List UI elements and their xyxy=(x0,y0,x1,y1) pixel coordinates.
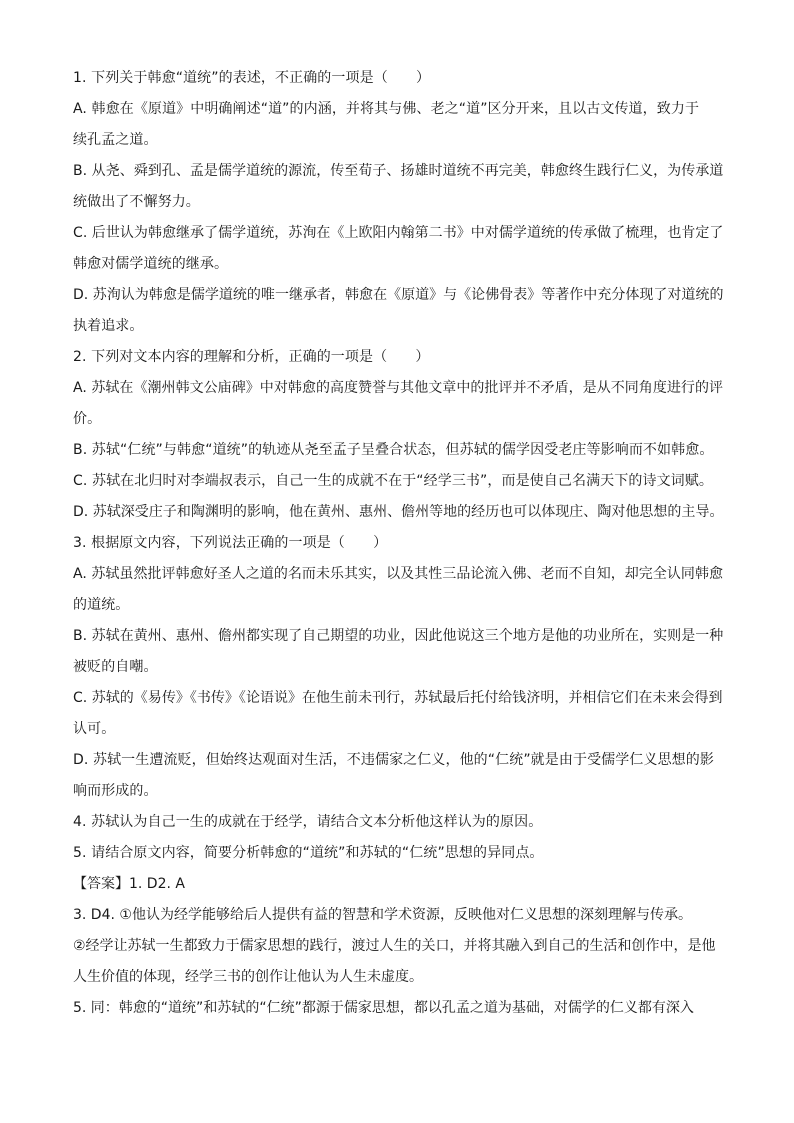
question-3-option-b-cont: 被贬的自嘲。 xyxy=(73,659,158,675)
question-3-option-b: B. 苏轼在黄州、惠州、儋州都实现了自己期望的功业，因此他说这三个地方是他的功业所在，实则是一种 xyxy=(73,628,724,644)
answer-line-1: 3. D4. ①他认为经学能够给后人提供有益的智慧和学术资源，反映他对仁义思想的深刻理解与传承。 xyxy=(73,907,692,923)
question-1-option-c-cont: 韩愈对儒学道统的继承。 xyxy=(73,256,229,272)
question-5-stem: 5. 请结合原文内容，简要分析韩愈的“道统”和苏轼的“仁统”思想的异同点。 xyxy=(73,845,544,861)
question-3-option-d-cont: 响而形成的。 xyxy=(73,783,158,799)
question-1-option-d-cont: 执着追求。 xyxy=(73,318,144,334)
answer-tag: 【答案】 xyxy=(73,876,129,892)
question-3-option-c-cont: 认可。 xyxy=(73,721,116,737)
answer-line-3: 人生价值的体现，经学三书的创作让他认为人生未虚度。 xyxy=(73,969,423,985)
question-1-option-a: A. 韩愈在《原道》中明确阐述“道”的内涵，并将其与佛、老之“道”区分开来，且以古文传道，致力于 xyxy=(73,101,700,117)
question-1-option-b-cont: 统做出了不懈努力。 xyxy=(73,194,200,210)
answer-header xyxy=(73,874,723,905)
question-2-stem: 2. 下列对文本内容的理解和分析，正确的一项是（ ） xyxy=(73,349,430,365)
answer-first: 1. D2. A xyxy=(129,876,185,892)
question-3-option-a-cont: 的道统。 xyxy=(73,597,130,613)
question-1-stem: 1. 下列关于韩愈“道统”的表述，不正确的一项是（ ） xyxy=(73,70,431,86)
question-1-option-a-cont: 续孔孟之道。 xyxy=(73,132,158,148)
question-3-option-c: C. 苏轼的《易传》《书传》《论语说》在他生前未刊行，苏轼最后托付给钱济明，并相信它们在未来会得到 xyxy=(73,690,723,706)
question-1-option-b: B. 从尧、舜到孔、孟是儒学道统的源流，传至荀子、扬雄时道统不再完美，韩愈终生践行仁义，为传承道 xyxy=(73,163,724,179)
question-2-option-b: B. 苏轼“仁统”与韩愈“道统”的轨迹从尧至孟子呈叠合状态，但苏轼的儒学因受老庄等影响而不如韩愈。 xyxy=(73,442,714,458)
question-3-stem: 3. 根据原文内容，下列说法正确的一项是（ ） xyxy=(73,535,388,551)
question-3-option-a: A. 苏轼虽然批评韩愈好圣人之道的名而未乐其实，以及其性三品论流入佛、老而不自知，却完全认同韩愈 xyxy=(73,566,724,582)
question-1-option-c: C. 后世认为韩愈继承了儒学道统，苏洵在《上欧阳内翰第二书》中对儒学道统的传承做了梳理，也肯定了 xyxy=(73,225,724,241)
question-4-stem: 4. 苏轼认为自己一生的成就在于经学，请结合文本分析他这样认为的原因。 xyxy=(73,814,543,830)
answer-line-2: ②经学让苏轼一生都致力于儒家思想的践行，渡过人生的关口，并将其融入到自己的生活和创作中，是他 xyxy=(73,938,716,954)
document-content xyxy=(73,68,723,1029)
question-2-option-c: C. 苏轼在北归时对李端叔表示，自己一生的成就不在于“经学三书”，而是使自己名满天下的诗文词赋。 xyxy=(73,473,713,489)
question-2-option-d: D. 苏轼深受庄子和陶渊明的影响，他在黄州、惠州、儋州等地的经历也可以体现庄、陶对他思想的主导。 xyxy=(73,504,724,520)
question-2-option-a: A. 苏轼在《潮州韩文公庙碑》中对韩愈的高度赞誉与其他文章中的批评并不矛盾，是从不同角度进行的评 xyxy=(73,380,724,396)
answer-line-4: 5. 同：韩愈的“道统”和苏轼的“仁统”都源于儒家思想，都以孔孟之道为基础，对儒学的仁义都有深入 xyxy=(73,1000,694,1016)
question-1-option-d: D. 苏洵认为韩愈是儒学道统的唯一继承者，韩愈在《原道》与《论佛骨表》等著作中充分体现了对道统的 xyxy=(73,287,724,303)
question-2-option-a-cont: 价。 xyxy=(73,411,102,427)
question-3-option-d: D. 苏轼一生遭流贬，但始终达观面对生活，不违儒家之仁义，他的“仁统”就是由于受儒学仁义思想的影 xyxy=(73,752,714,768)
